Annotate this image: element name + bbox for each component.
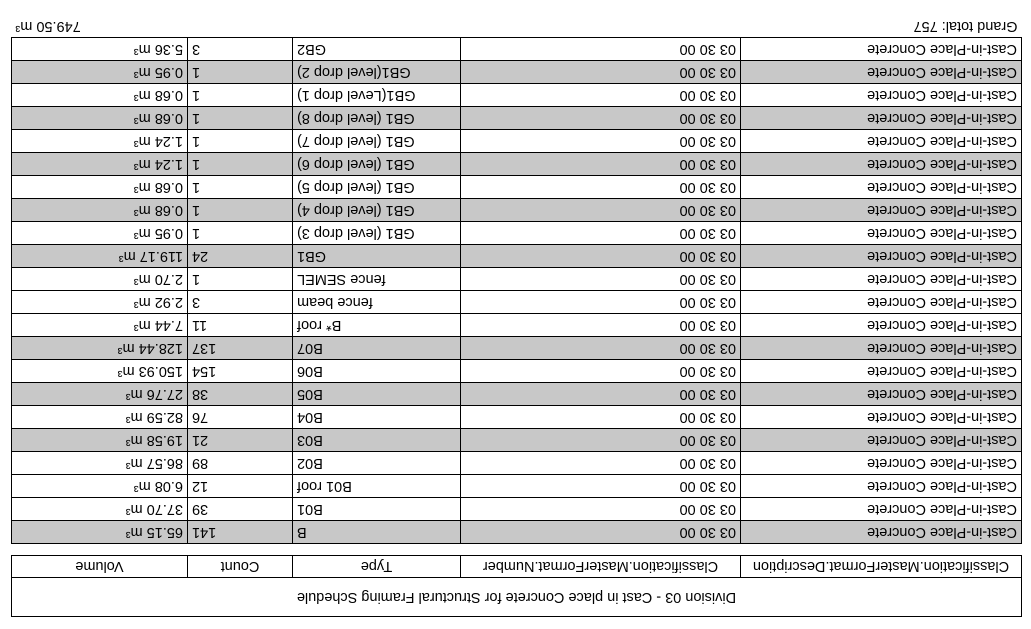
cell-volume: 86.57 m³	[11, 452, 187, 475]
cell-volume: 2.70 m³	[11, 268, 187, 291]
cell-volume: 1.24 m³	[11, 153, 187, 176]
cell-type: B05	[293, 383, 461, 406]
cell-count: 1	[188, 84, 293, 107]
cell-volume: 0.68 m³	[11, 84, 187, 107]
cell-description: Cast-in-Place Concrete	[741, 153, 1022, 176]
cell-type: GB1 (level drop 6)	[293, 153, 461, 176]
cell-number: 03 30 00	[461, 84, 741, 107]
cell-volume: 119.17 m³	[11, 245, 187, 268]
cell-description: Cast-in-Place Concrete	[741, 130, 1022, 153]
table-row[interactable]	[11, 406, 1021, 429]
table-row[interactable]	[11, 107, 1021, 130]
cell-description: Cast-in-Place Concrete	[741, 222, 1022, 245]
cell-volume: 37.70 m³	[11, 498, 187, 521]
table-row[interactable]	[11, 498, 1021, 521]
table-row[interactable]	[11, 38, 1021, 61]
cell-description: Cast-in-Place Concrete	[741, 107, 1022, 130]
cell-count: 24	[188, 245, 293, 268]
cell-number: 03 30 00	[461, 38, 741, 61]
cell-number: 03 30 00	[461, 176, 741, 199]
cell-number: 03 30 00	[461, 153, 741, 176]
column-header-volume[interactable]: Volume	[11, 556, 187, 578]
cell-type: GB1 (level drop 7)	[293, 130, 461, 153]
cell-description: Cast-in-Place Concrete	[741, 61, 1022, 84]
table-row[interactable]	[11, 521, 1021, 544]
cell-description: Cast-in-Place Concrete	[741, 84, 1022, 107]
cell-volume: 150.93 m³	[11, 360, 187, 383]
cell-description: Cast-in-Place Concrete	[741, 475, 1022, 498]
cell-type: GB1(level drop 2)	[293, 61, 461, 84]
table-row[interactable]	[11, 130, 1021, 153]
cell-count: 89	[188, 452, 293, 475]
cell-count: 1	[188, 130, 293, 153]
cell-description: Cast-in-Place Concrete	[741, 406, 1022, 429]
cell-volume: 7.44 m³	[11, 314, 187, 337]
cell-volume: 1.24 m³	[11, 130, 187, 153]
cell-type: GB1(Level drop 1)	[293, 84, 461, 107]
cell-volume: 6.08 m³	[11, 475, 187, 498]
cell-type: B06	[293, 360, 461, 383]
cell-type: GB1 (level drop 5)	[293, 176, 461, 199]
table-row[interactable]	[11, 383, 1021, 406]
cell-number: 03 30 00	[461, 222, 741, 245]
table-row[interactable]	[11, 475, 1021, 498]
cell-type: B01	[293, 498, 461, 521]
cell-type: B03	[293, 429, 461, 452]
table-row[interactable]	[11, 199, 1021, 222]
column-header-description[interactable]: Classification.MasterFormat.Description	[741, 556, 1022, 578]
cell-volume: 27.76 m³	[11, 383, 187, 406]
cell-count: 1	[188, 199, 293, 222]
cell-number: 03 30 00	[461, 130, 741, 153]
table-row[interactable]	[11, 452, 1021, 475]
table-row[interactable]	[11, 291, 1021, 314]
cell-volume: 0.68 m³	[11, 107, 187, 130]
cell-count: 154	[188, 360, 293, 383]
cell-type: GB1	[293, 245, 461, 268]
cell-count: 39	[188, 498, 293, 521]
cell-volume: 0.95 m³	[11, 61, 187, 84]
cell-count: 38	[188, 383, 293, 406]
cell-number: 03 30 00	[461, 337, 741, 360]
header-gap	[11, 544, 1021, 556]
cell-number: 03 30 00	[461, 452, 741, 475]
cell-type: fence beam	[293, 291, 461, 314]
cell-number: 03 30 00	[461, 107, 741, 130]
cell-type: B07	[293, 337, 461, 360]
cell-count: 12	[188, 475, 293, 498]
cell-description: Cast-in-Place Concrete	[741, 452, 1022, 475]
table-row[interactable]	[11, 314, 1021, 337]
table-row[interactable]	[11, 61, 1021, 84]
cell-description: Cast-in-Place Concrete	[741, 291, 1022, 314]
cell-number: 03 30 00	[461, 245, 741, 268]
cell-type: GB1 (level drop 4)	[293, 199, 461, 222]
cell-count: 1	[188, 222, 293, 245]
cell-count: 1	[188, 61, 293, 84]
cell-description: Cast-in-Place Concrete	[741, 199, 1022, 222]
cell-description: Cast-in-Place Concrete	[741, 383, 1022, 406]
cell-count: 1	[188, 107, 293, 130]
cell-volume: 2.92 m³	[11, 291, 187, 314]
cell-count: 21	[188, 429, 293, 452]
cell-count: 1	[188, 268, 293, 291]
cell-number: 03 30 00	[461, 314, 741, 337]
cell-type: fence SEMEL	[293, 268, 461, 291]
schedule-title: Division 03 - Cast in place Concrete for Structural Framing Schedule	[11, 578, 1021, 617]
table-row[interactable]	[11, 429, 1021, 452]
column-header-number[interactable]: Classification.MasterFormat.Number	[461, 556, 741, 578]
cell-description: Cast-in-Place Concrete	[741, 498, 1022, 521]
cell-number: 03 30 00	[461, 498, 741, 521]
cell-description: Cast-in-Place Concrete	[741, 38, 1022, 61]
grand-total-volume: 749.50 m³	[15, 18, 81, 34]
cell-type: B01 roof	[293, 475, 461, 498]
table-row[interactable]	[11, 176, 1021, 199]
cell-volume: 0.95 m³	[11, 222, 187, 245]
column-header-count[interactable]: Count	[188, 556, 293, 578]
cell-description: Cast-in-Place Concrete	[741, 360, 1022, 383]
cell-type: B02	[293, 452, 461, 475]
cell-volume: 128.44 m³	[11, 337, 187, 360]
cell-number: 03 30 00	[461, 475, 741, 498]
cell-count: 3	[188, 38, 293, 61]
cell-type: B04	[293, 406, 461, 429]
cell-number: 03 30 00	[461, 406, 741, 429]
cell-description: Cast-in-Place Concrete	[741, 429, 1022, 452]
schedule-table	[11, 15, 1022, 617]
cell-number: 03 30 00	[461, 268, 741, 291]
cell-number: 03 30 00	[461, 61, 741, 84]
grand-total-label: Grand total: 757	[913, 18, 1018, 34]
table-row[interactable]	[11, 360, 1021, 383]
cell-volume: 82.59 m³	[11, 406, 187, 429]
cell-type: GB2	[293, 38, 461, 61]
cell-count: 137	[188, 337, 293, 360]
cell-type: B* roof	[293, 314, 461, 337]
cell-description: Cast-in-Place Concrete	[741, 268, 1022, 291]
table-row[interactable]	[11, 153, 1021, 176]
column-header-type[interactable]: Type	[293, 556, 461, 578]
cell-description: Cast-in-Place Concrete	[741, 314, 1022, 337]
cell-number: 03 30 00	[461, 429, 741, 452]
table-row[interactable]	[11, 268, 1021, 291]
table-row[interactable]	[11, 245, 1021, 268]
cell-description: Cast-in-Place Concrete	[741, 176, 1022, 199]
cell-count: 3	[188, 291, 293, 314]
cell-number: 03 30 00	[461, 521, 741, 544]
cell-type: B	[293, 521, 461, 544]
cell-volume: 0.68 m³	[11, 176, 187, 199]
cell-count: 1	[188, 176, 293, 199]
cell-description: Cast-in-Place Concrete	[741, 521, 1022, 544]
header-row	[11, 556, 1021, 578]
cell-count: 76	[188, 406, 293, 429]
cell-volume: 19.58 m³	[11, 429, 187, 452]
table-row[interactable]	[11, 84, 1021, 107]
cell-type: GB1 (level drop 8)	[293, 107, 461, 130]
cell-count: 11	[188, 314, 293, 337]
cell-number: 03 30 00	[461, 383, 741, 406]
cell-description: Cast-in-Place Concrete	[741, 337, 1022, 360]
table-row[interactable]	[11, 222, 1021, 245]
cell-volume: 65.15 m³	[11, 521, 187, 544]
grand-total-row	[11, 15, 1021, 38]
cell-count: 1	[188, 153, 293, 176]
cell-number: 03 30 00	[461, 199, 741, 222]
cell-number: 03 30 00	[461, 291, 741, 314]
cell-description: Cast-in-Place Concrete	[741, 245, 1022, 268]
cell-count: 141	[188, 521, 293, 544]
table-row[interactable]	[11, 337, 1021, 360]
cell-volume: 5.36 m³	[11, 38, 187, 61]
cell-number: 03 30 00	[461, 360, 741, 383]
cell-type: GB1 (level drop 3)	[293, 222, 461, 245]
cell-volume: 0.68 m³	[11, 199, 187, 222]
